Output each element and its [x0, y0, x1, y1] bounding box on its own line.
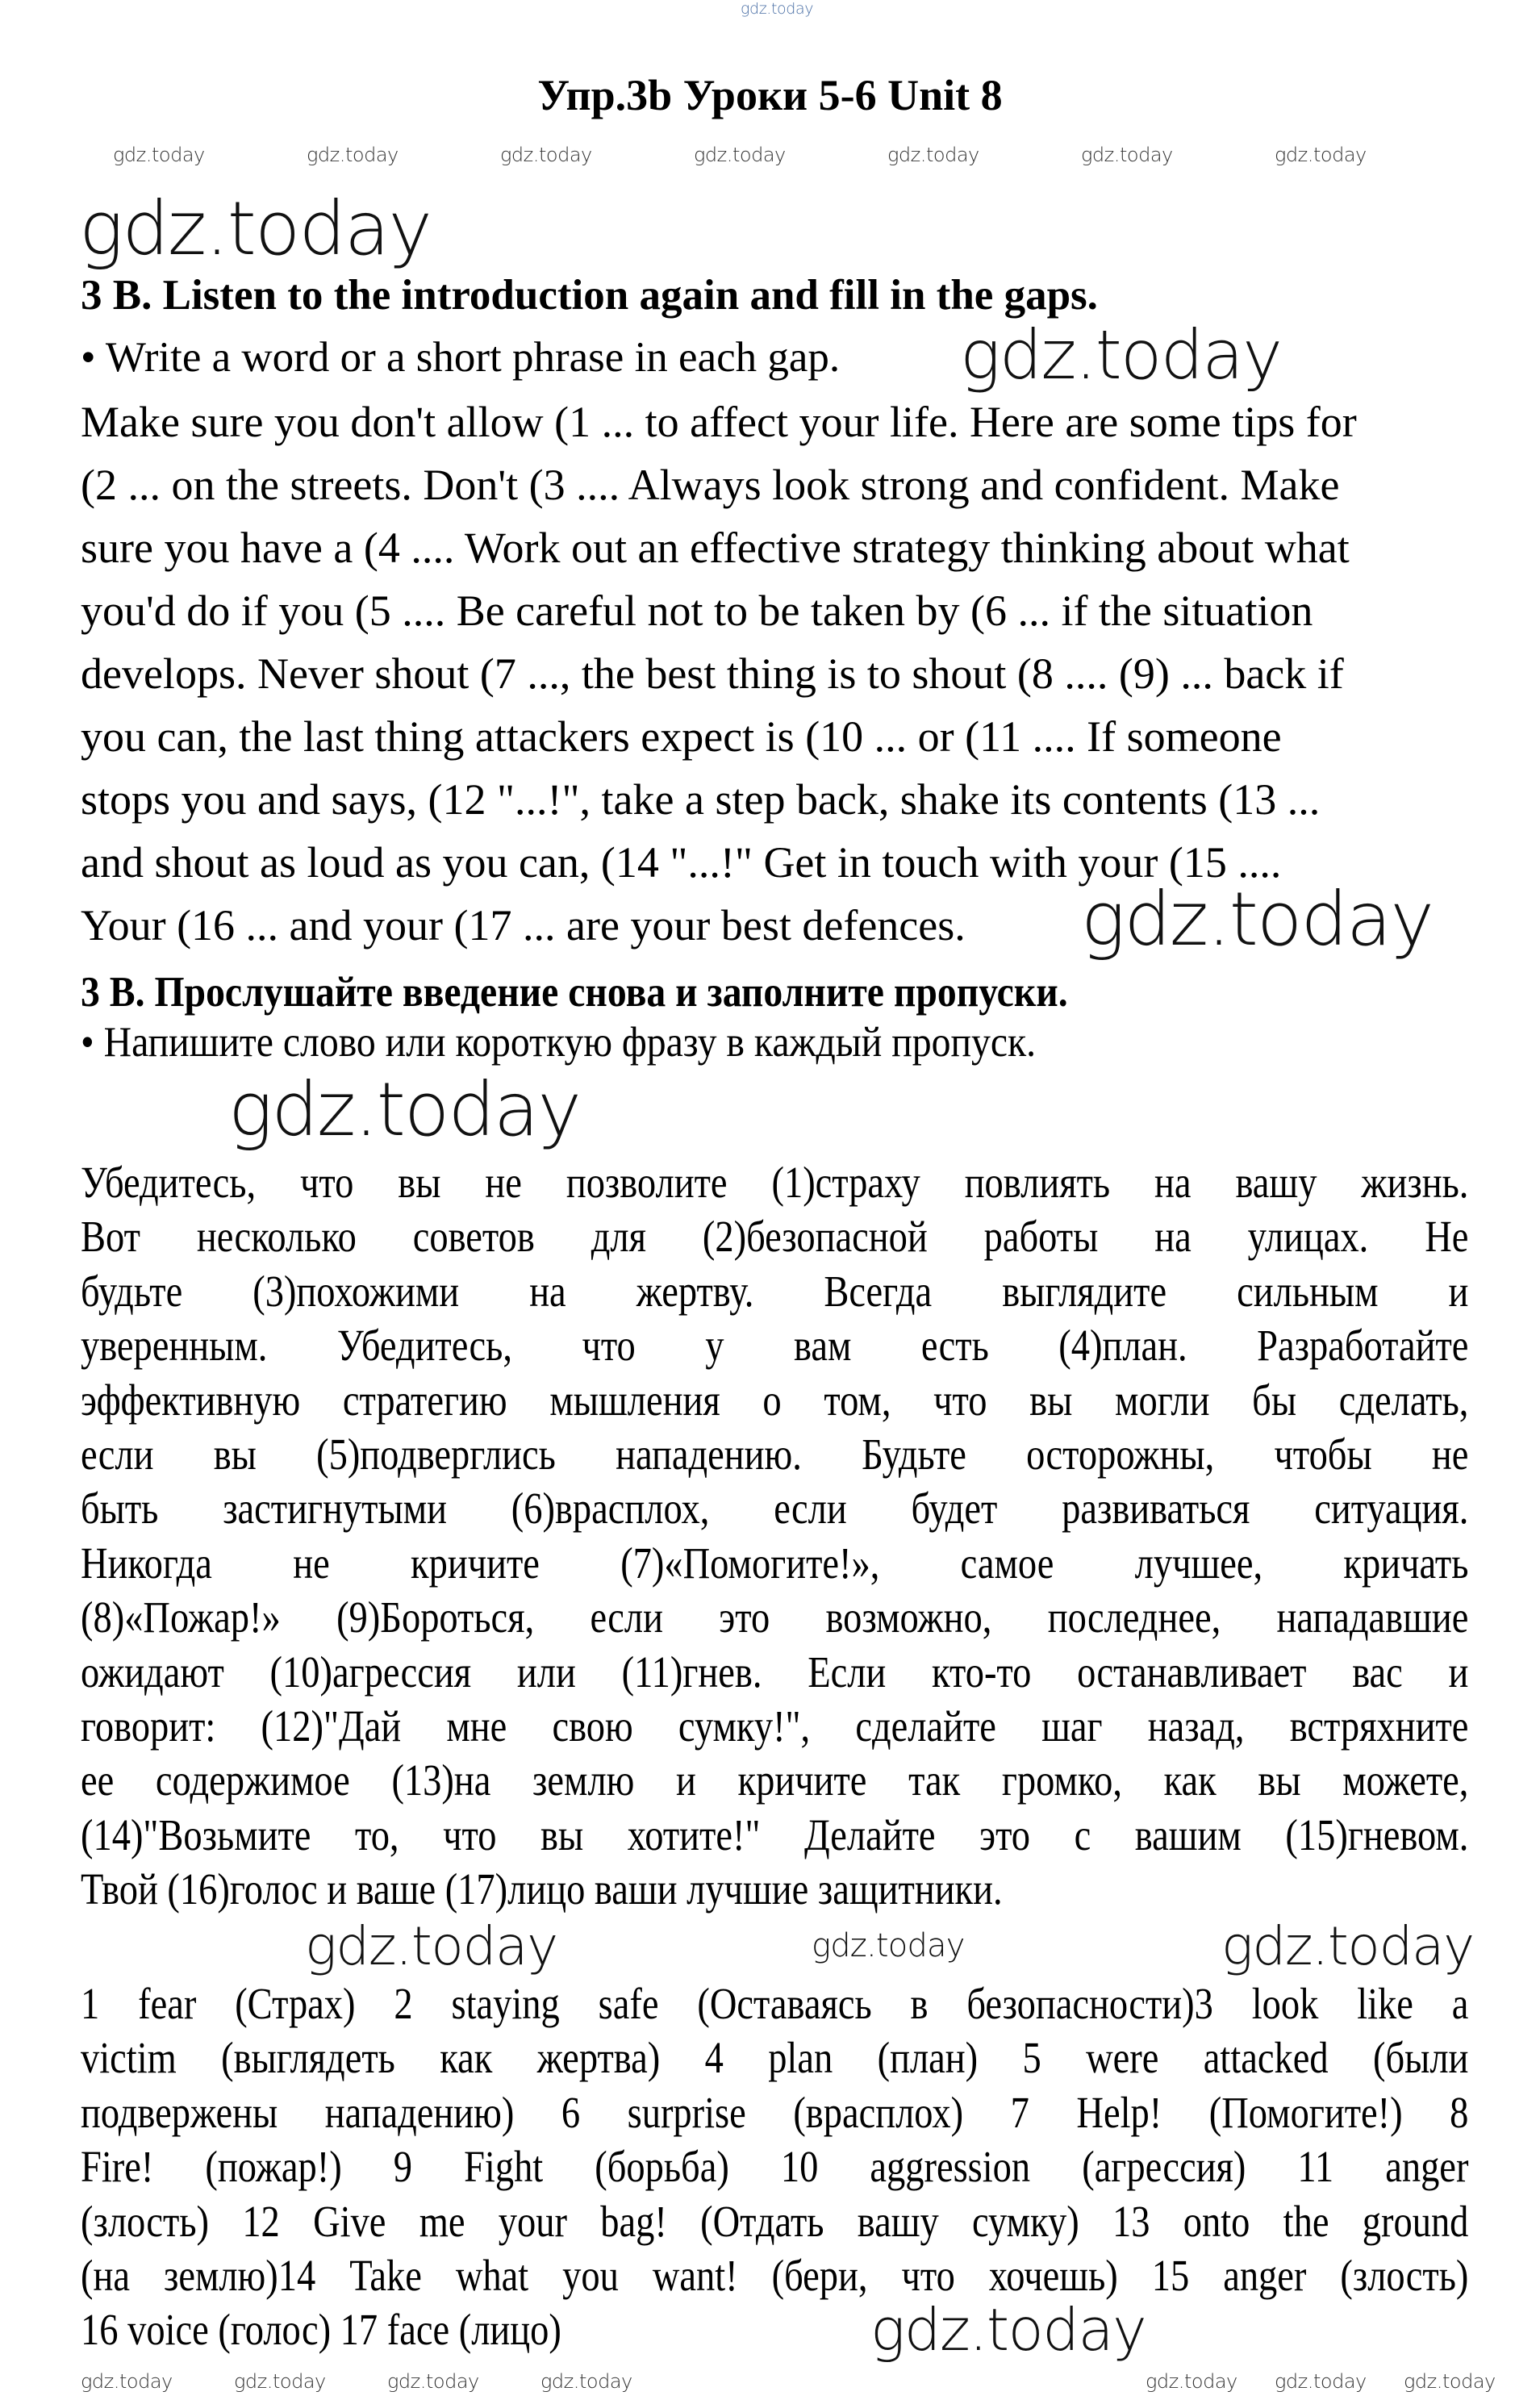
watermark: gdz.today — [694, 144, 786, 166]
watermark: gdz.today — [812, 1927, 965, 1964]
text-line: говорит: (12)"Дай мне свою сумку!", сделайте шаг назад, встряхните — [81, 1701, 1469, 1751]
answer-line: 16 voice (голос) 17 face (лицо) — [81, 2305, 561, 2355]
russian-heading: 3 B. Прослушайте введение снова и заполните пропуски. — [81, 969, 1068, 1016]
watermark: gdz.today — [1221, 1915, 1474, 1977]
answer-line: victim (выглядеть как жертва) 4 plan (план) 5 were attacked (были — [81, 2033, 1469, 2083]
watermark: gdz.today — [500, 144, 592, 166]
text-line: уверенным. Убедитесь, что у вам есть (4)план. Разработайте — [81, 1321, 1469, 1371]
watermark: gdz.today — [1081, 876, 1434, 962]
watermark: gdz.today — [228, 1066, 581, 1153]
text-line: эффективную стратегию мышления о том, что вы могли бы сделать, — [81, 1375, 1469, 1425]
text-line: (2 ... on the streets. Don't (3 .... Always look strong and confident. Make — [81, 461, 1340, 509]
watermark: gdz.today — [1081, 144, 1173, 166]
text-line: you can, the last thing attackers expect is (10 ... or (11 .... If someone — [81, 712, 1282, 761]
text-line: Убедитесь, что вы не позволите (1)страху повлиять на вашу жизнь. — [81, 1158, 1469, 1207]
text-line: (8)«Пожар!» (9)Бороться, если это возможно, последнее, нападавшие — [81, 1592, 1469, 1642]
watermark: gdz.today — [960, 315, 1282, 394]
text-line: (14)"Возьмите то, что вы хотите!" Делайте это с вашим (15)гневом. — [81, 1809, 1469, 1859]
text-line: stops you and says, (12 "...!", take a step back, shake its contents (13 ... — [81, 775, 1321, 824]
answer-line: Fire! (пожар!) 9 Fight (борьба) 10 aggression (агрессия) 11 anger — [81, 2142, 1469, 2192]
watermark: gdz.today — [79, 186, 432, 272]
answer-line: подвержены нападению) 6 surprise (врасплох) 7 Help! (Помогите!) 8 — [81, 2087, 1469, 2137]
text-line: ее содержимое (13)на землю и кричите так громко, как вы можете, — [81, 1755, 1469, 1805]
watermark: gdz.today — [113, 144, 205, 166]
text-line: Твой (16)голос и ваше (17)лицо ваши лучшие защитники. — [81, 1864, 1003, 1914]
answer-line: (злость) 12 Give me your bag! (Отдать вашу сумку) 13 onto the ground — [81, 2196, 1469, 2246]
text-line: sure you have a (4 .... Work out an effective strategy thinking about what — [81, 524, 1350, 572]
watermark: gdz.today — [1275, 144, 1367, 166]
answers-paragraph — [81, 1976, 1469, 2364]
text-line: Вот несколько советов для (2)безопасной работы на улицах. Не — [81, 1212, 1469, 1262]
watermark: gdz.today — [81, 2370, 173, 2393]
watermark: gdz.today — [887, 144, 979, 166]
watermark: gdz.today — [234, 2370, 326, 2393]
text-line: Your (16 ... and your (17 ... are your best defences. — [81, 901, 966, 950]
english-paragraph — [81, 390, 1484, 962]
text-line: Make sure you don't allow (1 ... to affect your life. Here are some tips for — [81, 398, 1357, 446]
text-line: Никогда не кричите (7)«Помогите!», самое лучшее, кричать — [81, 1538, 1469, 1588]
watermark: gdz.today — [1275, 2370, 1367, 2393]
text-line: you'd do if you (5 .... Be careful not to be taken by (6 ... if the situation — [81, 586, 1313, 635]
watermark: gdz.today — [305, 1915, 557, 1977]
text-line: если вы (5)подверглись нападению. Будьте осторожны, чтобы не — [81, 1430, 1469, 1480]
english-heading: 3 B. Listen to the introduction again and fill in the gaps. — [81, 272, 1098, 319]
english-instruction: • Write a word or a short phrase in each gap. — [81, 334, 841, 381]
watermark: gdz.today — [741, 0, 814, 18]
text-line: ожидают (10)агрессия или (11)гнев. Если кто-то останавливает вас и — [81, 1647, 1469, 1697]
text-line: develops. Never shout (7 ..., the best thing is to shout (8 .... (9) ... back if — [81, 649, 1344, 698]
watermark: gdz.today — [387, 2370, 479, 2393]
russian-instruction: • Напишите слово или короткую фразу в каждый пропуск. — [81, 1019, 1037, 1066]
watermark: gdz.today — [1146, 2370, 1237, 2393]
watermark: gdz.today — [870, 2296, 1146, 2364]
text-line: and shout as loud as you can, (14 "...!" Get in touch with your (15 .... — [81, 838, 1282, 887]
text-line: будьте (3)похожими на жертву. Всегда выглядите сильным и — [81, 1266, 1469, 1316]
text-line: быть застигнутыми (6)врасплох, если будет развиваться ситуация. — [81, 1484, 1469, 1534]
russian-paragraph — [81, 1155, 1468, 1917]
watermark: gdz.today — [307, 144, 399, 166]
answer-line: (на землю)14 Take what you want! (бери, что хочешь) 15 anger (злость) — [81, 2251, 1469, 2301]
answer-line: 1 fear (Страх) 2 staying safe (Оставаясь в безопасности)3 look like a — [81, 1979, 1469, 2028]
watermark: gdz.today — [540, 2370, 632, 2393]
page-title: Упр.3b Уроки 5-6 Unit 8 — [537, 71, 1003, 119]
watermark: gdz.today — [1404, 2370, 1496, 2393]
